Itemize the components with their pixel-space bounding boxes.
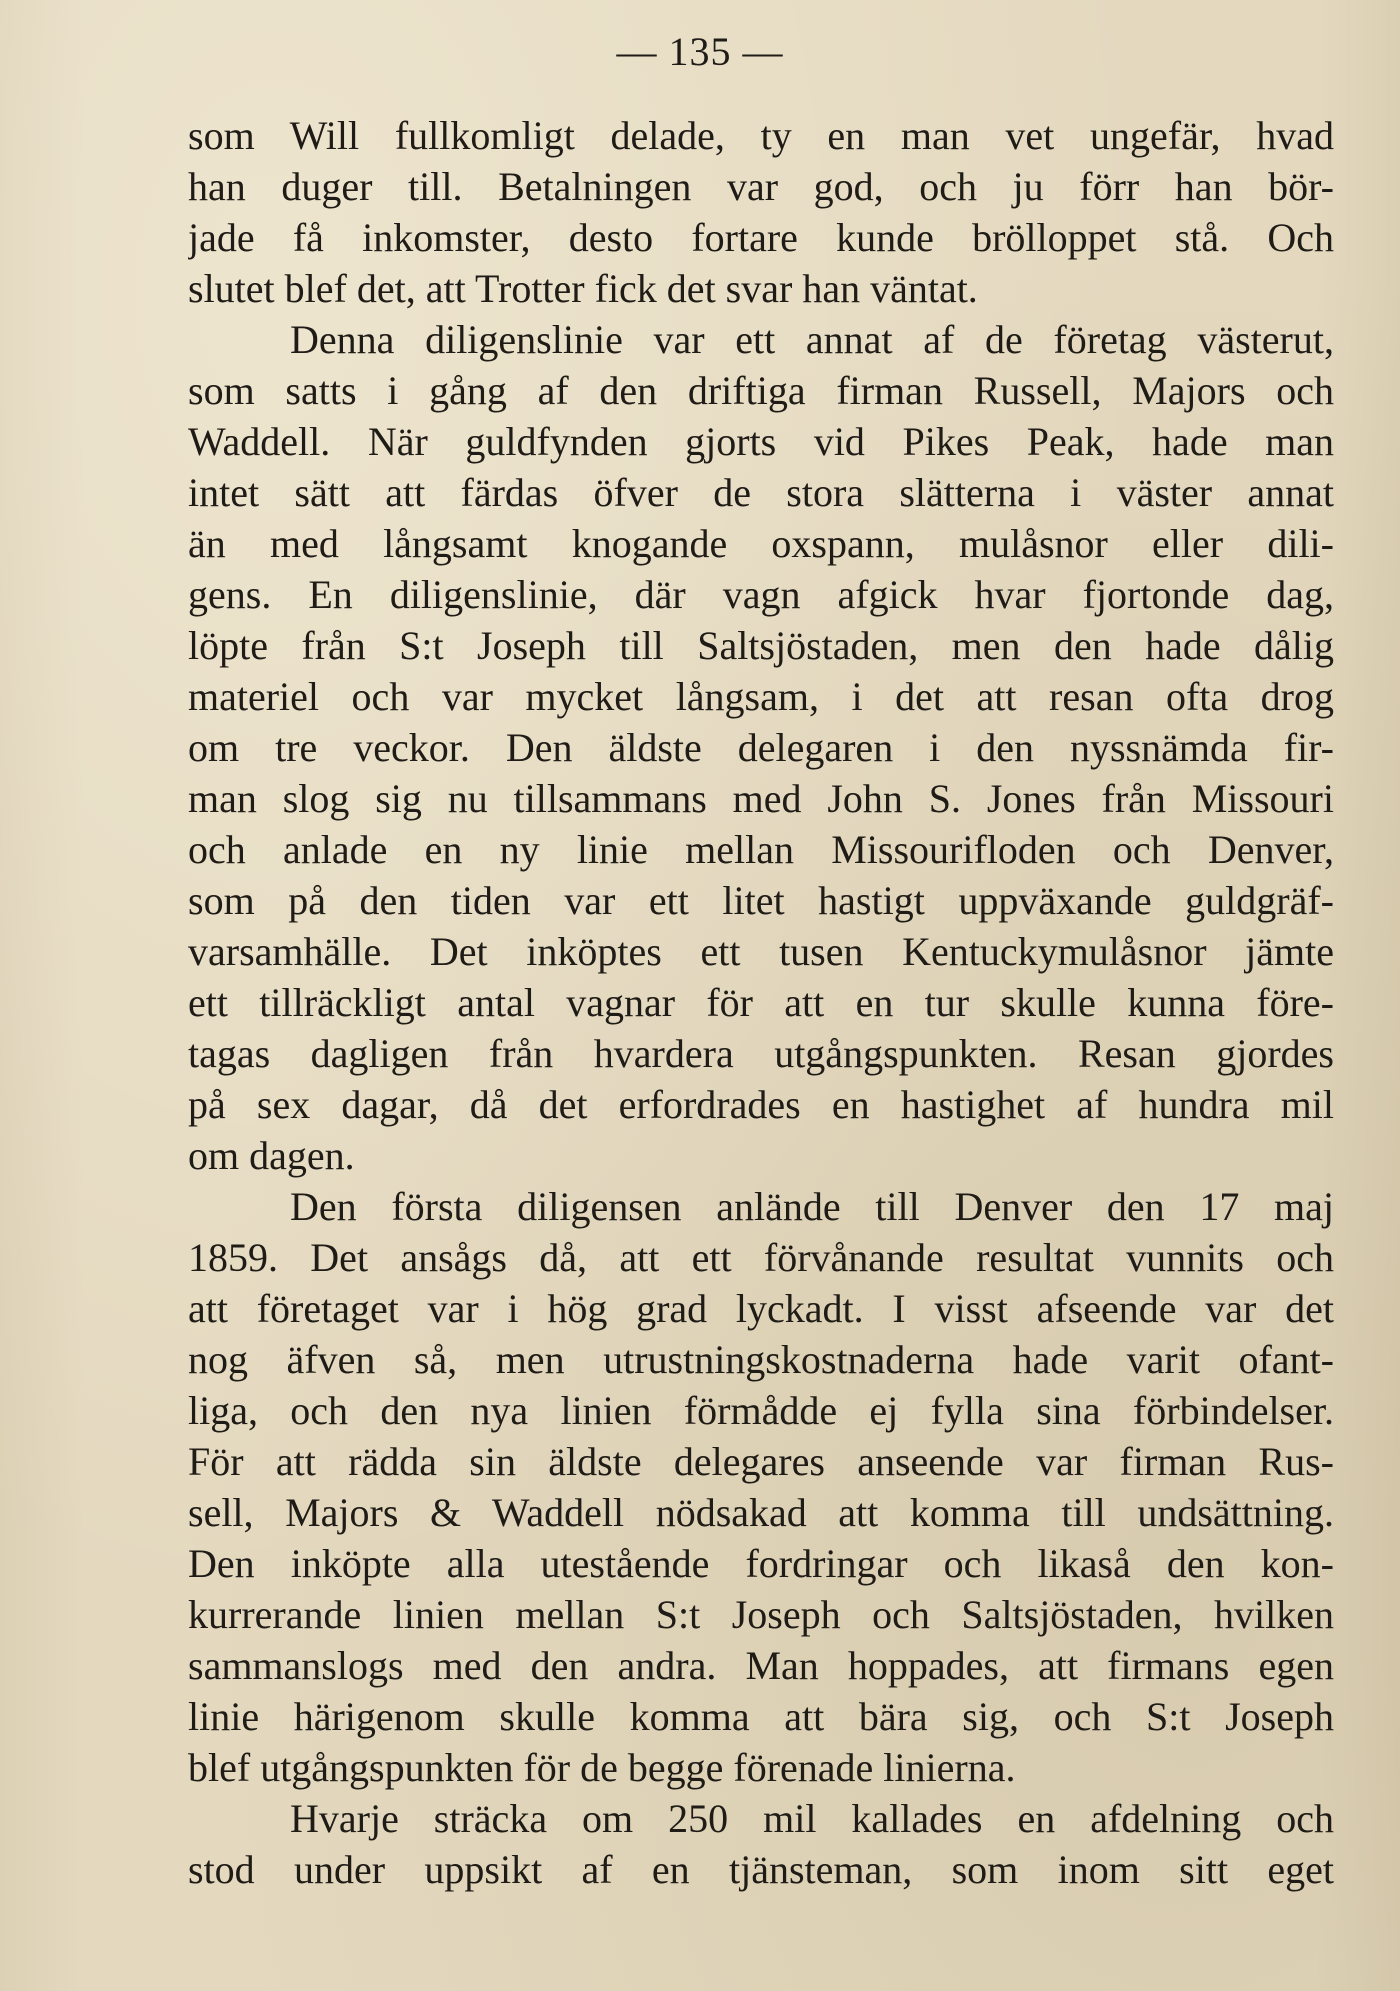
text-line: För att rädda sin äldste delegares anseende var firman Rus- <box>188 1439 1334 1484</box>
text-line: som på den tiden var ett litet hastigt uppväxande guldgräf- <box>188 878 1334 923</box>
text-line: nog äfven så, men utrustningskostnaderna hade varit ofant- <box>188 1337 1334 1382</box>
text-line: tagas dagligen från hvardera utgångspunkten. Resan gjordes <box>188 1031 1334 1076</box>
text-line: ett tillräckligt antal vagnar för att en tur skulle kunna före- <box>188 980 1334 1025</box>
text-line: och anlade en ny linie mellan Missourifloden och Denver, <box>188 827 1334 872</box>
text-line: som satts i gång af den driftiga firman Russell, Majors och <box>188 368 1334 413</box>
text-line: man slog sig nu tillsammans med John S. Jones från Missouri <box>188 776 1334 821</box>
text-line: att företaget var i hög grad lyckadt. I visst afseende var det <box>188 1286 1334 1331</box>
text-line: linie härigenom skulle komma att bära sig, och S:t Joseph <box>188 1694 1334 1739</box>
text-line: Den inköpte alla utestående fordringar och likaså den kon- <box>188 1541 1334 1586</box>
body-text <box>188 110 1334 1895</box>
text-line: om tre veckor. Den äldste delegaren i den nyssnämda fir- <box>188 725 1334 770</box>
text-line: stod under uppsikt af en tjänsteman, som inom sitt eget <box>188 1847 1334 1892</box>
text-line: 1859. Det ansågs då, att ett förvånande resultat vunnits och <box>188 1235 1334 1280</box>
text-line: som Will fullkomligt delade, ty en man vet ungefär, hvad <box>188 113 1334 158</box>
text-line: Hvarje sträcka om 250 mil kallades en afdelning och <box>290 1796 1334 1841</box>
text-line: intet sätt att färdas öfver de stora slätterna i väster annat <box>188 470 1334 515</box>
page-number: — 135 — <box>616 29 784 74</box>
text-line: om dagen. <box>188 1133 355 1178</box>
text-line: Denna diligenslinie var ett annat af de företag västerut, <box>290 317 1334 362</box>
text-line: än med långsamt knogande oxspann, mulåsnor eller dili- <box>188 521 1334 566</box>
text-line: kurrerande linien mellan S:t Joseph och Saltsjöstaden, hvilken <box>188 1592 1334 1637</box>
text-line: jade få inkomster, desto fortare kunde bröllоppet stå. Och <box>188 215 1334 260</box>
text-line: Den första diligensen anlände till Denver den 17 maj <box>290 1184 1334 1229</box>
text-line: gens. En diligenslinie, där vagn afgick hvar fjortonde dag, <box>188 572 1334 617</box>
text-line: på sex dagar, då det erfordrades en hastighet af hundra mil <box>188 1082 1334 1127</box>
text-line: materiel och var mycket långsam, i det att resan ofta drog <box>188 674 1334 719</box>
text-line: liga, och den nya linien förmådde ej fylla sina förbindelser. <box>188 1388 1334 1433</box>
text-line: Waddell. När guldfynden gjorts vid Pikes Peak, hade man <box>188 419 1334 464</box>
text-line: han duger till. Betalningen var god, och ju förr han bör- <box>188 164 1334 209</box>
text-line: blef utgångspunkten för de begge förenade linierna. <box>188 1745 1016 1790</box>
text-line: löpte från S:t Joseph till Saltsjöstaden, men den hade dålig <box>188 623 1334 668</box>
text-line: sammanslogs med den andra. Man hoppades, att firmans egen <box>188 1643 1334 1688</box>
text-line: sell, Majors & Waddell nödsakad att komma till undsättning. <box>188 1490 1334 1535</box>
text-line: varsamhälle. Det inköptes ett tusen Kentuckymulåsnor jämte <box>188 929 1334 974</box>
text-line: slutet blef det, att Trotter fick det svar han väntat. <box>188 266 978 311</box>
